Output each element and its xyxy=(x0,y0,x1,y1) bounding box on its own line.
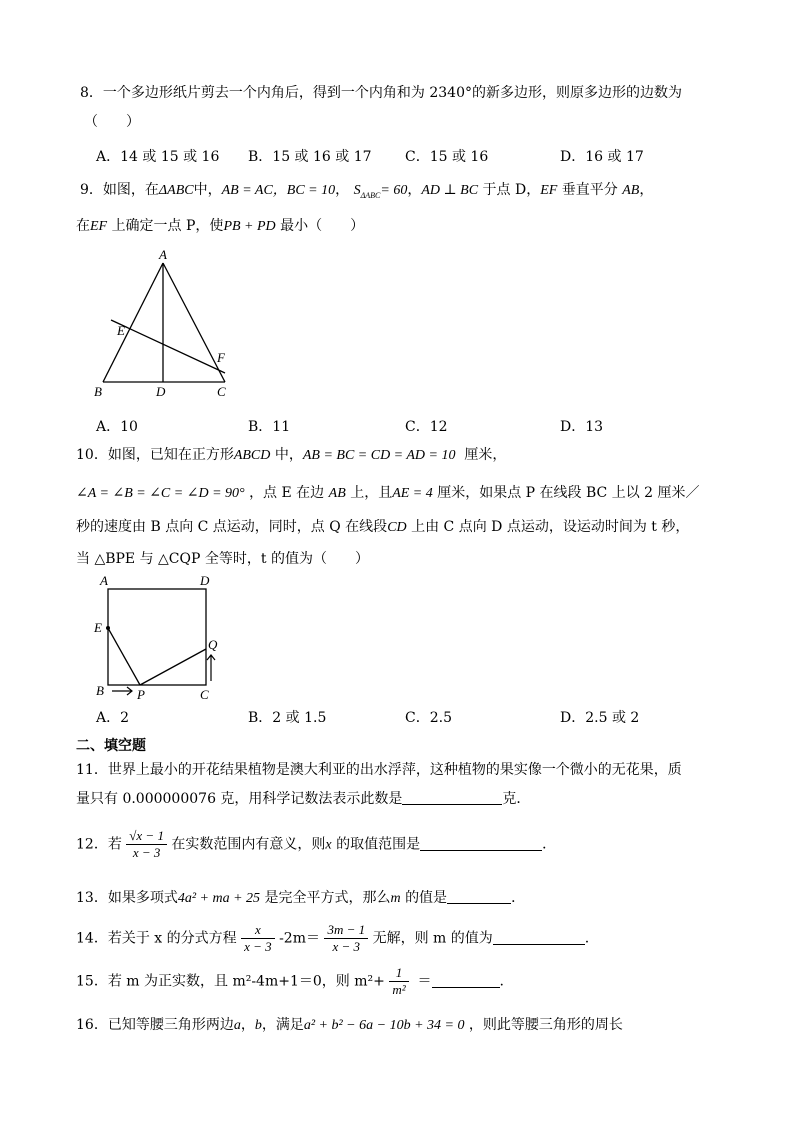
q9-stem-line1: 9．如图，在ΔABC中，AB = AC，BC = 10， $S_{\Delta ABC}= 60$，AD ⊥ BC 于点 D，EF 垂直平分 AB， xyxy=(80,182,654,200)
q11-stem-line2: 量只有 0.000000076 克，用科学记数法表示此数是 克． xyxy=(76,791,531,807)
q11-answer-blank[interactable] xyxy=(402,790,502,805)
q9-option-a: A．10 xyxy=(96,419,138,435)
q13-stem: 13．如果多项式4a² + ma + 25 是完全平方式，那么m 的值是 ． xyxy=(76,890,526,906)
q10-option-a: A．2 xyxy=(96,710,130,726)
square-abcd xyxy=(108,589,206,685)
q10-option-c: C．2.5 xyxy=(405,710,452,726)
q10-stem-line2: ∠A = ∠B = ∠C = ∠D = 90° ，点 E 在边 AB 上，且AE = 4 厘米，如果点 P 在线段 BC 上以 2 厘米／ xyxy=(76,485,700,501)
q11-stem-line1: 11．世界上最小的开花结果植物是澳大利亚的出水浮萍，这种植物的果实像一个微小的无花果，质 xyxy=(76,762,682,778)
q9-stem-line2: 在EF 上确定一点 P，使PB + PD 最小（ ） xyxy=(76,218,365,234)
label-a: A xyxy=(159,247,167,262)
label-c: C xyxy=(217,384,226,399)
q8-option-d: D．16 或 17 xyxy=(560,149,644,165)
q14-fraction-left: $\frac{x}{x - 3}$ xyxy=(241,922,275,955)
label-f: F xyxy=(217,350,225,365)
label-c: C xyxy=(200,687,209,702)
segment-ep xyxy=(108,628,140,685)
label-d: D xyxy=(156,384,166,399)
side-ac xyxy=(163,263,225,382)
q10-stem-line4: 当 △BPE 与 △CQP 全等时，t 的值为（ ） xyxy=(76,551,369,567)
q14-stem: 14．若关于 x 的分式方程 $\frac{x}{x - 3}$ -2m＝ $\frac{3m - 1}{x - 3}$ 无解，则 m 的值为 . xyxy=(76,922,590,954)
q10-square-figure xyxy=(90,573,230,705)
q12-answer-blank[interactable] xyxy=(420,836,542,851)
q10-stem-line3: 秒的速度由 B 点向 C 点运动，同时，点 Q 在线段CD 上由 C 点向 D 点运动，设运动时间为 t 秒， xyxy=(76,519,690,535)
bisector-ef xyxy=(111,320,225,373)
q15-fraction: $\frac{1}{\text{m²}}$ xyxy=(389,965,408,998)
q9-option-b: B．11 xyxy=(248,419,291,435)
q12-stem: 12．若 $\frac{√x - 1}{x - 3}$ 在实数范围内有意义，则x 的取值范围是 ． xyxy=(76,828,557,860)
q16-stem: 16．已知等腰三角形两边a，b，满足a² + b² − 6a − 10b + 34 = 0 ，则此等腰三角形的周长 xyxy=(76,1017,623,1033)
side-ab xyxy=(103,263,163,382)
q8-paren: （ ） xyxy=(84,114,140,130)
q15-answer-blank[interactable] xyxy=(432,973,500,988)
q14-fraction-right: $\frac{3m - 1}{x - 3}$ xyxy=(324,922,368,955)
section-title-fill-in: 二、填空题 xyxy=(76,738,146,754)
label-a: A xyxy=(100,573,108,588)
q15-stem: 15．若 m 为正实数，且 m²-4m+1＝0，则 m²+ $\frac{1}{\text{m²}}$ ＝ . xyxy=(76,965,504,997)
q8-option-c: C．15 或 16 xyxy=(405,149,489,165)
label-e: E xyxy=(117,323,125,338)
label-q: Q xyxy=(208,637,218,652)
q14-answer-blank[interactable] xyxy=(493,930,585,945)
label-b: B xyxy=(96,683,104,698)
label-p: P xyxy=(137,687,145,702)
segment-pq xyxy=(140,649,206,685)
q8-option-a: A．14 或 15 或 16 xyxy=(96,149,220,165)
label-d: D xyxy=(200,573,210,588)
q10-stem-line1: 10．如图，已知在正方形ABCD 中，AB = BC = CD = AD = 10 厘米， xyxy=(76,447,507,463)
q8-stem: 8．一个多边形纸片剪去一个内角后，得到一个内角和为 2340°的新多边形，则原多边形的边数为 xyxy=(80,85,682,101)
q13-answer-blank[interactable] xyxy=(447,889,511,904)
q9-option-d: D．13 xyxy=(560,419,604,435)
q9-option-c: C．12 xyxy=(405,419,448,435)
q9-triangle-figure xyxy=(88,245,248,405)
point-e xyxy=(106,626,110,630)
q8-option-b: B．15 或 16 或 17 xyxy=(248,149,372,165)
q10-option-b: B．2 或 1.5 xyxy=(248,710,327,726)
label-e: E xyxy=(94,620,102,635)
label-b: B xyxy=(94,384,102,399)
q10-option-d: D．2.5 或 2 xyxy=(560,710,640,726)
q12-fraction: $\frac{√x - 1}{x - 3}$ xyxy=(126,828,167,861)
